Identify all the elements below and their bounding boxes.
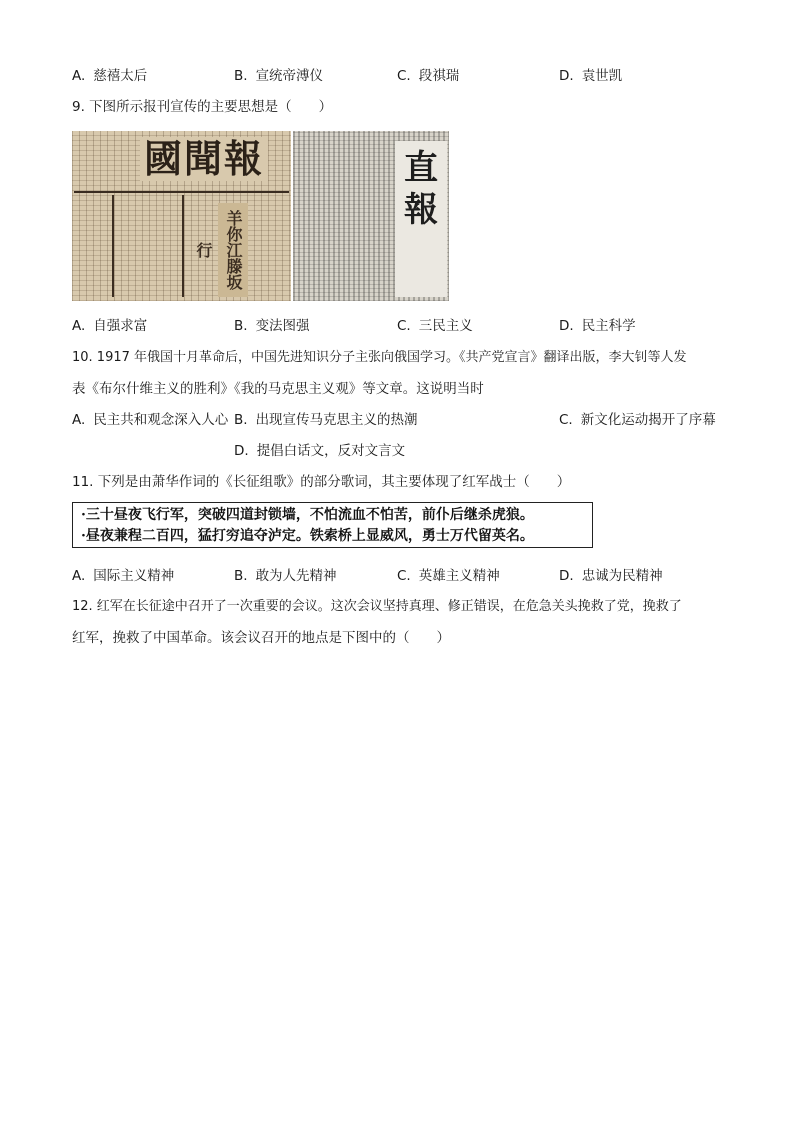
q11-option-b (234, 566, 337, 586)
q10-option-d (234, 441, 405, 461)
option-text: 民主科学 (581, 318, 636, 334)
option-key: B. (234, 68, 248, 84)
option-key: C. (397, 68, 411, 84)
option-key: C. (559, 412, 573, 428)
option-key: D. (559, 568, 574, 584)
option-key: A. (72, 568, 86, 584)
guowenbao-image (72, 131, 291, 301)
option-key: B. (234, 568, 248, 584)
lyrics-line: ·昼夜兼程二百四，猛打穷追夺泸定。铁索桥上显威风，勇士万代留英名。 (81, 528, 534, 544)
article-headline: 羊你江滕坂行 (218, 203, 248, 297)
q8-option-d (559, 66, 622, 86)
q11-stem: 11. 下列是由萧华作词的《长征组歌》的部分歌词，其主要体现了红军战士（ ） (72, 474, 571, 490)
q10-option-a (72, 410, 228, 430)
lyrics-line: ·三十昼夜飞行军，突破四道封锁墙，不怕流血不怕苦，前仆后继杀虎狼。 (81, 507, 534, 523)
option-key: B. (234, 412, 248, 428)
option-key: D. (559, 318, 574, 334)
option-text: 英雄主义精神 (418, 568, 500, 584)
option-text: 慈禧太后 (93, 68, 148, 84)
q9-option-c (397, 316, 473, 336)
option-text: 袁世凯 (581, 68, 623, 84)
q12-stem-line2: 红军，挽救了中国革命。该会议召开的地点是下图中的（ ） (72, 630, 450, 646)
option-text: 三民主义 (418, 318, 473, 334)
divider (74, 191, 289, 193)
q11-lyrics-box (72, 502, 593, 548)
divider (112, 195, 114, 297)
q9-option-b (234, 316, 310, 336)
option-key: D. (234, 443, 249, 459)
option-key: A. (72, 68, 86, 84)
q9-newspaper-image (72, 131, 449, 301)
q9-stem: 9. 下图所示报刊宣传的主要思想是（ ） (72, 99, 333, 115)
q11-option-a (72, 566, 174, 586)
option-key: A. (72, 318, 86, 334)
option-text: 出现宣传马克思主义的热潮 (255, 412, 418, 428)
q10-stem-line2: 表《布尔什维主义的胜利》《我的马克思主义观》等文章。这说明当时 (72, 381, 484, 397)
option-text: 忠诚为民精神 (581, 568, 663, 584)
q9-option-d (559, 316, 636, 336)
q8-option-b (234, 66, 323, 86)
option-text: 段祺瑞 (418, 68, 460, 84)
q10-option-c (559, 410, 716, 430)
option-text: 新文化运动揭开了序幕 (580, 412, 716, 428)
zhibao-masthead: 直報 (404, 148, 438, 230)
q12-stem-line1: 12. 红军在长征途中召开了一次重要的会议。这次会议坚持真理、修正错误，在危急关头挽救了党，挽救了 (72, 599, 682, 614)
guowenbao-masthead: 國聞報 (140, 137, 268, 181)
q10-option-b (234, 410, 418, 430)
option-text: 国际主义精神 (93, 568, 175, 584)
zhibao-image (293, 131, 449, 301)
q8-option-c (397, 66, 459, 86)
q10-stem-line1: 10. 1917 年俄国十月革命后，中国先进知识分子主张向俄国学习。《共产党宣言》翻译出版，李大钊等人发 (72, 350, 687, 365)
option-key: C. (397, 318, 411, 334)
option-key: D. (559, 68, 574, 84)
divider (182, 195, 184, 297)
option-key: B. (234, 318, 248, 334)
q11-option-d (559, 566, 663, 586)
option-text: 变法图强 (255, 318, 310, 334)
option-text: 自强求富 (93, 318, 148, 334)
q9-option-a (72, 316, 147, 336)
option-text: 提倡白话文，反对文言文 (256, 443, 406, 459)
option-text: 民主共和观念深入人心 (93, 412, 229, 428)
option-key: C. (397, 568, 411, 584)
option-key: A. (72, 412, 86, 428)
option-text: 宣统帝溥仪 (255, 68, 324, 84)
q11-option-c (397, 566, 500, 586)
q8-option-a (72, 66, 147, 86)
option-text: 敢为人先精神 (255, 568, 337, 584)
